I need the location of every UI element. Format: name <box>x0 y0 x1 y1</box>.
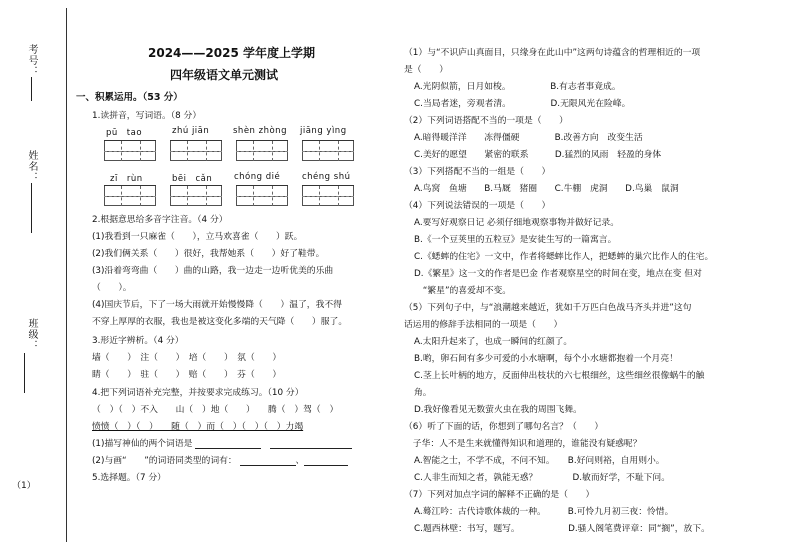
choice-line: A.鸟窝 鱼塘 B.马厩 猪圈 C.牛棚 虎洞 D.鸟巢 鼠洞 <box>414 184 679 194</box>
tianzige-box[interactable] <box>170 185 222 206</box>
pinyin: shèn zhòng <box>233 126 287 136</box>
q4-row: 愤愤（ ）（ ） 随（ ）而（ ）（ ）（ ）力竭 <box>92 422 304 432</box>
tianzige-box[interactable] <box>170 140 222 161</box>
pinyin: chóng dié <box>234 172 281 182</box>
choice-line: C.题西林壁：书写，题写。 D.骚人阁笔费评章：同“搁”，放下。 <box>414 524 710 534</box>
q2-line: (2)我们俩关系（ ）很好，我帮她系（ ）好了鞋带。 <box>92 249 325 259</box>
exam-no-underline[interactable] <box>31 77 32 101</box>
choice-line: A.智能之士，不学不成，不问不知。 B.好问则裕，自用则小。 <box>414 456 665 466</box>
q-line: 话运用的修辞手法相同的一项是（ ） <box>404 320 563 330</box>
q4-sub2-text: (2)与画“ ”的词语同类型的词有： <box>92 456 237 466</box>
q1-heading: 1.读拼音，写词语。（8 分） <box>92 111 202 121</box>
tianzige-box[interactable] <box>236 140 288 161</box>
q3-row: 墙（ ） 注（ ） 培（ ） 氛（ ） <box>92 353 282 363</box>
answer-blank[interactable] <box>240 456 296 466</box>
pinyin: bēi cǎn <box>172 174 213 184</box>
q-line: （7）下列对加点字词的解释不正确的是（ ） <box>404 490 595 500</box>
exam-no-label: 考号： <box>26 44 37 77</box>
choice-line: 角。 <box>414 388 432 398</box>
q4-sub2: (2)与画“ ”的词语同类型的词有： 、 <box>92 453 348 466</box>
pinyin: zī rùn <box>110 174 143 184</box>
q-line: （2）下列词语搭配不当的一项是（ ） <box>404 116 568 126</box>
q-line: （1）与“不识庐山真面目，只缘身在此山中”这两句诗蕴含的哲理相近的一项 <box>404 48 701 58</box>
q2-line: (1)我看到一只麻雀（ ），立马欢喜雀（ ）跃。 <box>92 232 303 242</box>
exam-no-field <box>24 44 39 101</box>
tianzige-box[interactable] <box>302 185 354 206</box>
choice-line: C.美好的愿望 紧密的联系 D.猛烈的风雨 轻盈的身体 <box>414 150 662 160</box>
pinyin: jiāng yìng <box>300 126 347 136</box>
choice-line: A.蓦江吟：古代诗歌体裁的一种。 B.可怜九月初三夜：怜惜。 <box>414 507 674 517</box>
name-underline[interactable] <box>31 183 32 233</box>
q-line: （6）听了下面的话，你想到了哪句名言？（ ） <box>404 422 604 432</box>
choice-line: A.光阴似箭，日月如梭。 B.有志者事竟成。 <box>414 82 621 92</box>
q-line: （4）下列说法错误的一项是（ ） <box>404 201 551 211</box>
binding-margin <box>0 0 66 550</box>
class-underline[interactable] <box>24 353 25 393</box>
choice-line: C.当局者迷，旁观者清。 D.无限风光在险峰。 <box>414 99 631 109</box>
choice-line: C.《蟋蟀的住宅》一文中，作者将蟋蟀比作人，把蟋蟀的巢穴比作人的住宅。 <box>414 252 714 262</box>
choice-line: A.要写好观察日记 必须仔细地观察事物并做好记录。 <box>414 218 619 228</box>
choice-line: C.茎上长叶柄的地方，反面伸出枝状的六七根细丝，这些细丝很像蜗牛的触 <box>414 371 705 381</box>
tianzige-box[interactable] <box>236 185 288 206</box>
page-number: （1） <box>12 481 36 491</box>
tianzige-box[interactable] <box>104 185 156 206</box>
choice-line: B.《一个豆荚里的五粒豆》是安徒生写的一篇寓言。 <box>414 235 617 245</box>
q2-line: (4)国庆节后，下了一场大雨就开始慢慢降（ ）温了，我不得 <box>92 300 342 310</box>
q3-row: 睛（ ） 驻（ ） 赔（ ） 芬（ ） <box>92 370 282 380</box>
margin-divider <box>66 8 67 542</box>
tianzige-box[interactable] <box>302 140 354 161</box>
q3-heading: 3.形近字辨析。（4 分） <box>92 336 184 346</box>
q4-sub1 <box>92 436 352 449</box>
class-label: 班级： <box>26 318 37 351</box>
choice-line: A.太阳升起来了，也成一瞬间的红颜了。 <box>414 337 573 347</box>
q-line: （5）下列句子中，与“浪潮越来越近，犹如千万匹白色战马齐头并进”这句 <box>404 303 692 313</box>
exam-subtitle: 四年级语文单元测试 <box>170 68 279 82</box>
q-line: （3）下列搭配不当的一组是（ ） <box>404 167 551 177</box>
q5-heading: 5.选择题。（7 分） <box>92 473 166 483</box>
pinyin: zhú jiān <box>172 126 210 136</box>
choice-line: “繁星”的喜爱却不变。 <box>414 286 512 296</box>
pinyin: pū tao <box>106 128 143 138</box>
q-line: 是（ ） <box>404 65 448 75</box>
answer-blank[interactable] <box>195 439 261 449</box>
choice-line: A.暗得暖洋洋 冻得僵硬 B.改善方向 改变生活 <box>414 133 643 143</box>
exam-year-title: 2024——2025 学年度上学期 <box>148 46 315 60</box>
q4-heading: 4.把下列词语补充完整，并按要求完成练习。（10 分） <box>92 388 304 398</box>
q4-row: （ ）（ ）不入 山（ ）地（ ） 腾（ ）驾（ ） <box>92 405 339 415</box>
tianzige-box[interactable] <box>104 140 156 161</box>
choice-line: D.我好像看见无数萤火虫在我的周围飞舞。 <box>414 405 582 415</box>
q2-line: 不穿上厚厚的衣服，我也是被这变化多端的天气降（ ）服了。 <box>92 317 348 327</box>
q-line: 子华：人不是生来就懂得知识和道理的，谁能没有疑惑呢？ <box>404 439 642 449</box>
q4-sub1-text: (1)描写神仙的两个词语是 <box>92 439 193 449</box>
answer-blank[interactable] <box>270 439 352 449</box>
choice-line: D.《繁星》这一文的作者是巴金 作者观察星空的时间在变，地点在变 但对 <box>414 269 702 279</box>
choice-line: C.人非生而知之者，孰能无惑？ D.敏而好学，不耻下问。 <box>414 473 671 483</box>
choice-line: B.哟，卵石间有多少可爱的小水塘啊，每个小水塘都抱着一个月亮！ <box>414 354 678 364</box>
q2-line: （ ）。 <box>92 283 132 293</box>
answer-blank[interactable] <box>304 456 348 466</box>
class-field <box>24 318 39 393</box>
name-label: 姓名： <box>26 150 37 183</box>
section-1-heading: 一、积累运用。（53 分） <box>76 92 183 103</box>
name-field <box>24 150 39 233</box>
q2-line: (3)沿着弯弯曲（ ）曲的山路，我一边走一边听优美的乐曲 <box>92 266 334 276</box>
q2-heading: 2.根据意思给多音字注音。（4 分） <box>92 215 228 225</box>
pinyin: chéng shú <box>302 172 351 182</box>
